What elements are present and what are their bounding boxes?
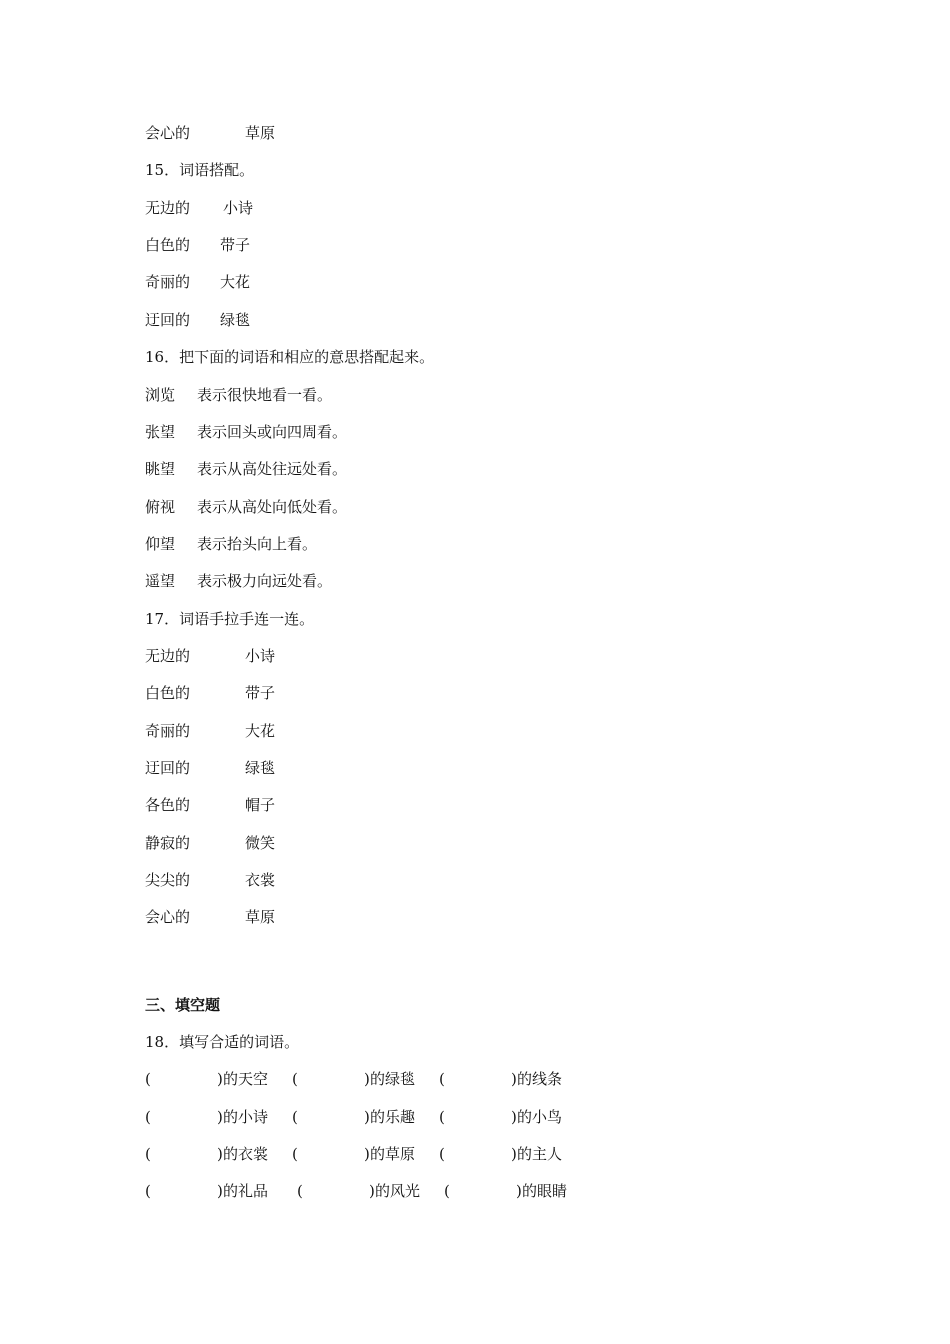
close-paren: ) (369, 1182, 375, 1200)
match-right-word: 草原 (245, 908, 276, 926)
match-right-word: 绿毯 (220, 311, 251, 329)
blank-suffix: 的绿毯 (370, 1070, 416, 1088)
match-right-word: 带子 (245, 684, 276, 702)
open-paren: ( (292, 1145, 298, 1163)
question-17-title: 17．词语手拉手连一连。 (145, 610, 315, 628)
open-paren: ( (292, 1070, 298, 1088)
match-right-word: 微笑 (245, 834, 276, 852)
match-left-word: 各色的 (145, 796, 191, 814)
close-paren: ) (364, 1145, 370, 1163)
vocab-word: 张望 (145, 423, 176, 441)
match-left-word: 尖尖的 (145, 871, 191, 889)
blank-suffix: 的小鸟 (517, 1108, 563, 1126)
question-18-title: 18．填写合适的词语。 (145, 1033, 300, 1051)
vocab-word: 遥望 (145, 572, 176, 590)
close-paren: ) (511, 1145, 517, 1163)
match-right-word: 小诗 (223, 199, 254, 217)
match-right-word: 带子 (220, 236, 251, 254)
open-paren: ( (297, 1182, 303, 1200)
vocab-word: 仰望 (145, 535, 176, 553)
close-paren: ) (516, 1182, 522, 1200)
close-paren: ) (217, 1070, 223, 1088)
blank-suffix: 的线条 (517, 1070, 563, 1088)
vocab-meaning: 表示从高处往远处看。 (197, 460, 348, 478)
blank-suffix: 的风光 (375, 1182, 421, 1200)
vocab-meaning: 表示从高处向低处看。 (197, 498, 348, 516)
match-left-word: 白色的 (145, 236, 191, 254)
vocab-word: 浏览 (145, 386, 176, 404)
open-paren: ( (145, 1070, 151, 1088)
question-15-title: 15．词语搭配。 (145, 161, 255, 179)
close-paren: ) (511, 1070, 517, 1088)
close-paren: ) (217, 1108, 223, 1126)
match-right-word: 衣裳 (245, 871, 276, 889)
match-left-word: 迂回的 (145, 311, 191, 329)
vocab-word: 眺望 (145, 460, 176, 478)
match-right-word: 帽子 (245, 796, 276, 814)
blank-suffix: 的眼睛 (522, 1182, 568, 1200)
blank-suffix: 的草原 (370, 1145, 416, 1163)
close-paren: ) (511, 1108, 517, 1126)
close-paren: ) (217, 1182, 223, 1200)
open-paren: ( (145, 1145, 151, 1163)
match-left-word: 奇丽的 (145, 273, 191, 291)
open-paren: ( (439, 1145, 445, 1163)
match-right-word: 绿毯 (245, 759, 276, 777)
vocab-meaning: 表示极力向远处看。 (197, 572, 333, 590)
open-paren: ( (439, 1108, 445, 1126)
vocab-word: 俯视 (145, 498, 176, 516)
match-left-word: 白色的 (145, 684, 191, 702)
blank-suffix: 的乐趣 (370, 1108, 416, 1126)
match-right-word: 大花 (220, 273, 251, 291)
match-right-word: 草原 (245, 124, 276, 142)
section-heading: 三、填空题 (145, 996, 221, 1014)
blank-suffix: 的礼品 (223, 1182, 269, 1200)
blank-suffix: 的小诗 (223, 1108, 269, 1126)
open-paren: ( (145, 1182, 151, 1200)
open-paren: ( (292, 1108, 298, 1126)
vocab-meaning: 表示抬头向上看。 (197, 535, 318, 553)
match-left-word: 静寂的 (145, 834, 191, 852)
match-left-word: 奇丽的 (145, 722, 191, 740)
blank-suffix: 的衣裳 (223, 1145, 269, 1163)
close-paren: ) (217, 1145, 223, 1163)
match-left-word: 会心的 (145, 124, 191, 142)
close-paren: ) (364, 1108, 370, 1126)
vocab-meaning: 表示回头或向四周看。 (197, 423, 348, 441)
match-left-word: 无边的 (145, 647, 191, 665)
open-paren: ( (145, 1108, 151, 1126)
blank-suffix: 的主人 (517, 1145, 563, 1163)
match-left-word: 会心的 (145, 908, 191, 926)
open-paren: ( (444, 1182, 450, 1200)
match-right-word: 大花 (245, 722, 276, 740)
open-paren: ( (439, 1070, 445, 1088)
match-right-word: 小诗 (245, 647, 276, 665)
match-left-word: 迂回的 (145, 759, 191, 777)
close-paren: ) (364, 1070, 370, 1088)
match-left-word: 无边的 (145, 199, 191, 217)
question-16-title: 16．把下面的词语和相应的意思搭配起来。 (145, 348, 435, 366)
blank-suffix: 的天空 (223, 1070, 269, 1088)
vocab-meaning: 表示很快地看一看。 (197, 386, 333, 404)
